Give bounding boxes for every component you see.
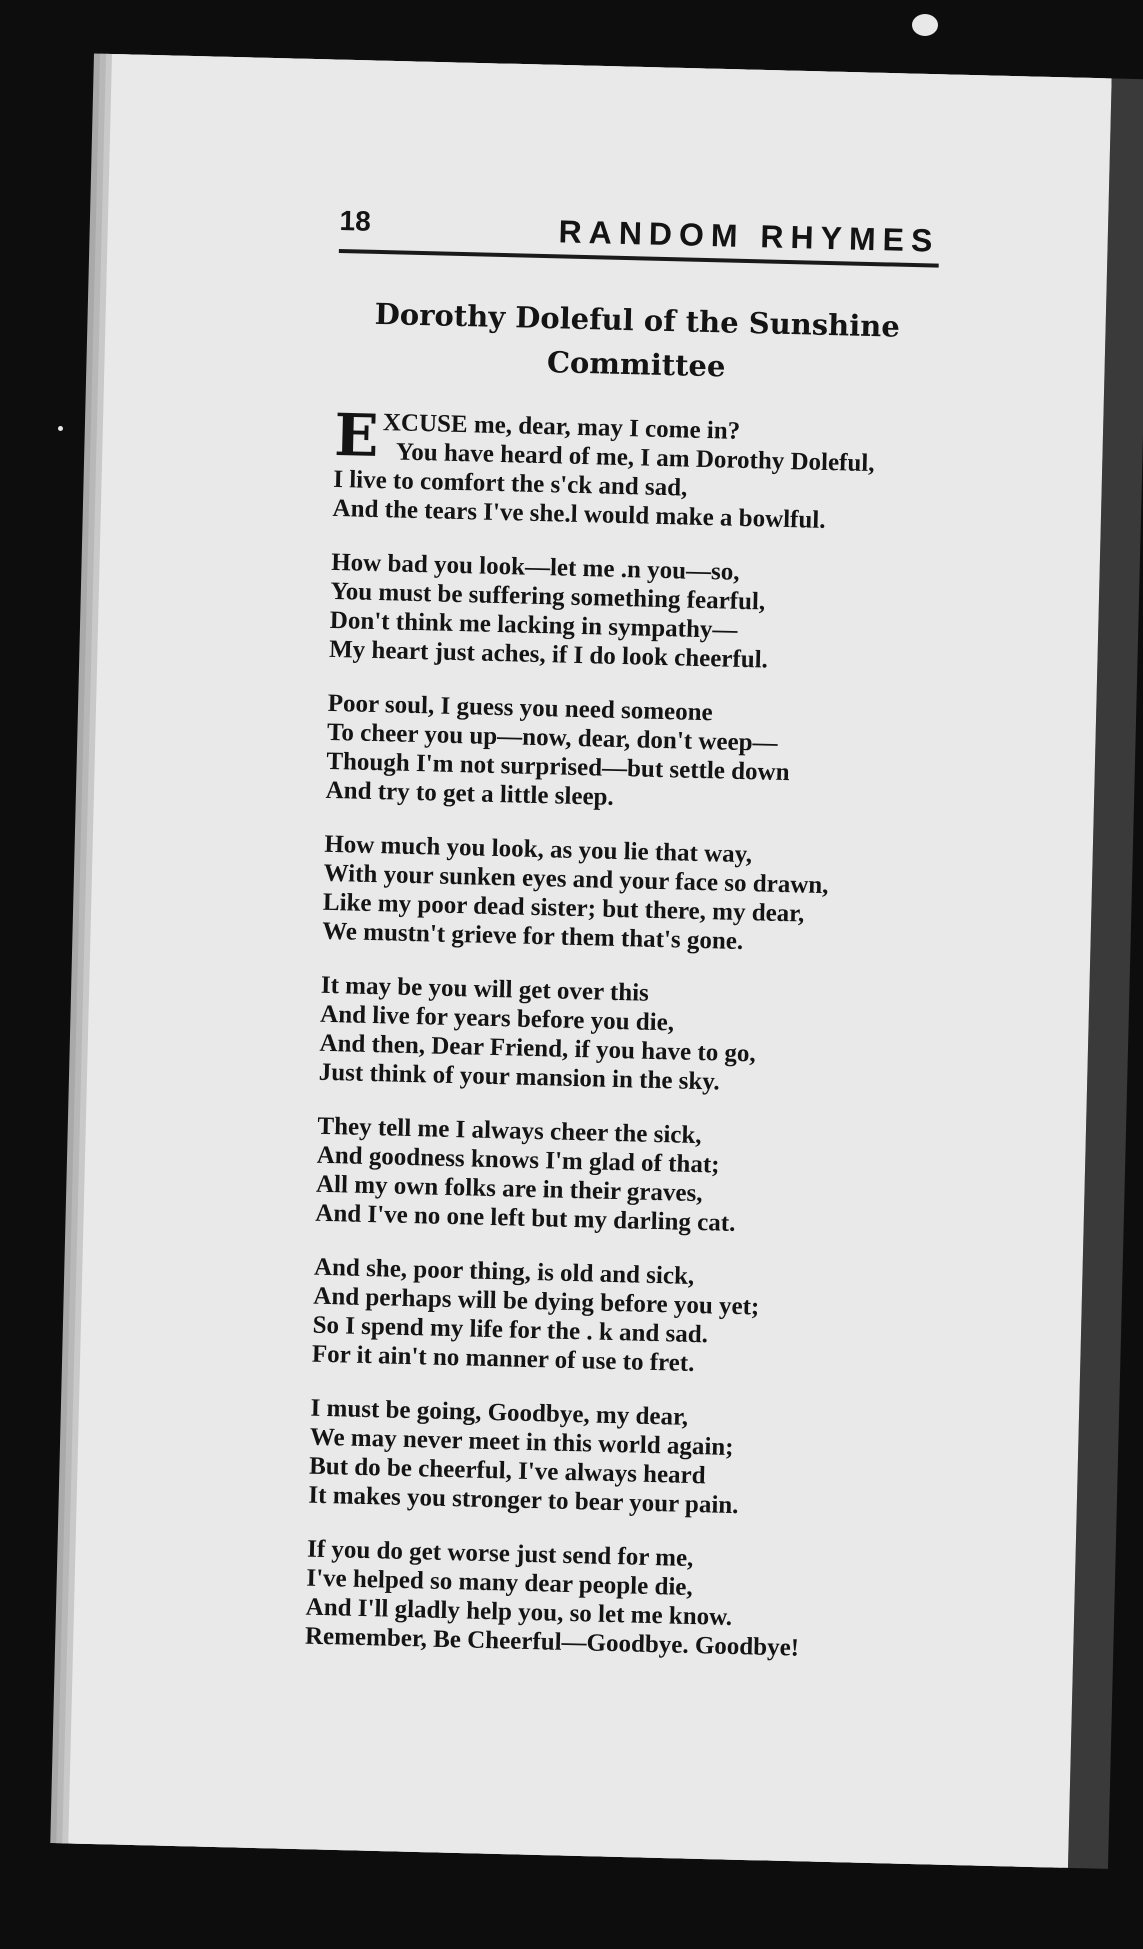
verse-line: I've helped so many dear people die, (306, 1564, 694, 1602)
verse-line: It makes you stronger to bear your pain. (308, 1481, 739, 1520)
verse-line: And try to get a little sleep. (325, 776, 615, 811)
verse-line: We may never meet in this world again; (309, 1423, 734, 1461)
verse-line: And I'll gladly help you, so let me know. (305, 1593, 733, 1631)
poem-title (336, 291, 938, 394)
verse-line: I must be going, Goodbye, my dear, (310, 1394, 689, 1431)
verse-line: And the tears I've she.l would make a bowlful. (332, 494, 826, 534)
verse-line: How much you look, as you lie that way, (324, 830, 753, 869)
verse-line: For it ain't no manner of use to fret. (311, 1340, 695, 1378)
dust-speck (912, 14, 938, 36)
verse-line: And goodness knows I'm glad of that; (316, 1141, 720, 1179)
stanza (318, 971, 921, 1102)
verse-line: Like my poor dead sister; but there, my dear, (322, 888, 805, 928)
stanza (325, 689, 928, 820)
verse-line: You must be suffering something fearful, (330, 577, 766, 616)
verse-line: So I spend my life for the . k and sad. (312, 1311, 709, 1349)
stanza (305, 1535, 908, 1666)
verse-line: All my own folks are in their graves, (315, 1170, 703, 1208)
verse-line: XCUSE me, dear, may I come in? (382, 409, 741, 445)
stanza (312, 1253, 915, 1384)
verse-line: And perhaps will be dying before you yet; (313, 1282, 760, 1321)
verse-line: I live to comfort the s'ck and sad, (332, 465, 688, 502)
book-title: RANDOM RHYMES (558, 213, 940, 259)
page-content (304, 205, 940, 1690)
poem-title-line: Dorothy Doleful of the Sunshine (374, 296, 901, 344)
verse-line: They tell me I always cheer the sick, (317, 1112, 702, 1150)
stanza (315, 1112, 918, 1243)
verse-line: Just think of your mansion in the sky. (318, 1058, 721, 1096)
dust-speck (58, 426, 63, 431)
verse-line: We mustn't grieve for them that's gone. (321, 917, 744, 956)
stanza (322, 830, 925, 961)
verse-line: If you do get worse just send for me, (306, 1535, 694, 1573)
verse-line: Poor soul, I guess you need someone (327, 689, 714, 727)
poem-body (304, 400, 935, 1665)
verse-line: How bad you look—let me .n you—so, (330, 548, 740, 586)
stanza (332, 400, 935, 538)
verse-line: To cheer you up—now, dear, don't weep— (326, 718, 778, 757)
verse-line: With your sunken eyes and your face so drawn, (323, 859, 829, 900)
verse-line: My heart just aches, if I do look cheerful. (328, 635, 769, 674)
spine-shadow (1068, 78, 1143, 1868)
verse-line: And then, Dear Friend, if you have to go, (319, 1029, 757, 1068)
verse-line: And she, poor thing, is old and sick, (313, 1253, 695, 1290)
verse-line: And I've no one left but my darling cat. (315, 1199, 736, 1237)
verse-line: Don't think me lacking in sympathy— (329, 606, 738, 644)
drop-cap: E (333, 400, 380, 471)
stanza (329, 548, 932, 679)
stanza (308, 1394, 911, 1525)
verse-line: Remember, Be Cheerful—Goodbye. Goodbye! (304, 1622, 800, 1662)
verse-line: It may be you will get over this (320, 971, 650, 1007)
page-number: 18 (339, 205, 372, 237)
verse-line: You have heard of me, I am Dorothy Doleful, (395, 438, 875, 478)
verse-line: But do be cheerful, I've always heard (308, 1452, 706, 1490)
verse-line: Though I'm not surprised—but settle down (326, 747, 790, 787)
poem-title-line: Committee (546, 345, 726, 384)
verse-line: And live for years before you die, (319, 1000, 675, 1037)
